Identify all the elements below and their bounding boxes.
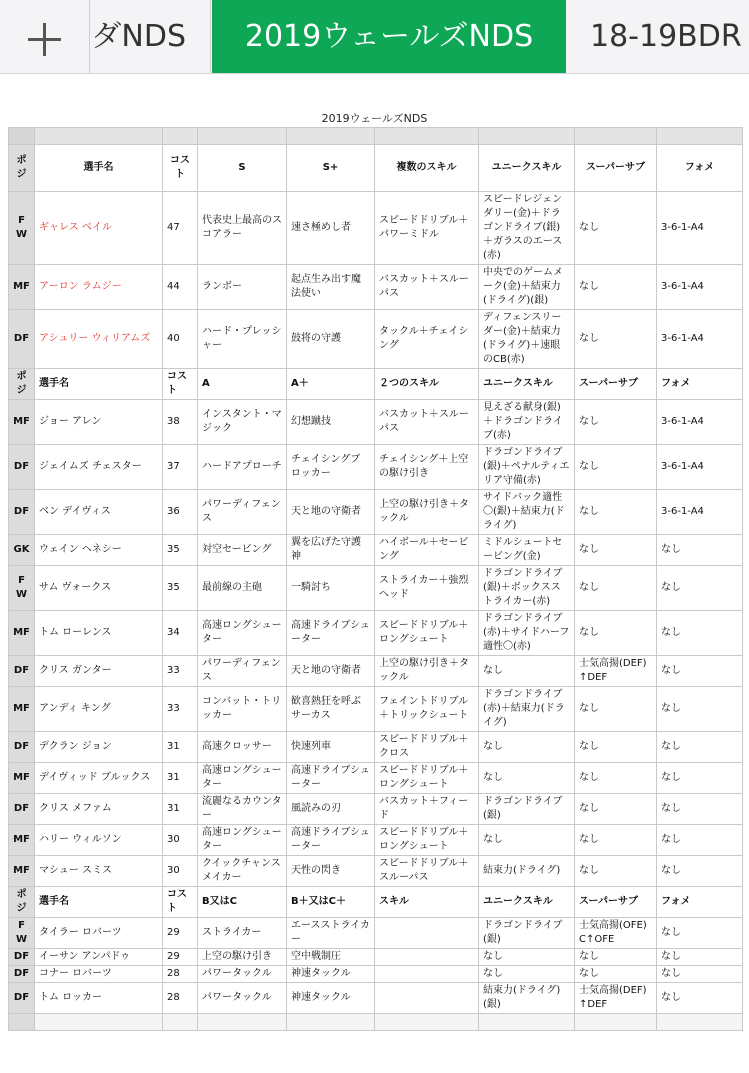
cell-combo-skill[interactable] <box>375 918 479 949</box>
table-row <box>9 732 743 763</box>
empty-cell[interactable] <box>35 1014 163 1031</box>
cell-player-name[interactable]: ベン デイヴィス <box>35 490 163 535</box>
cell-formation[interactable]: 3-6-1-A4 <box>657 192 743 265</box>
header-position[interactable]: ポジ <box>9 887 35 918</box>
empty-cell[interactable] <box>198 1014 287 1031</box>
cell-skill-1[interactable]: ハード・プレッシャー <box>198 310 287 369</box>
header-formation[interactable]: フォメ <box>657 369 743 400</box>
cell-skill-1[interactable]: パワータックル <box>198 966 287 983</box>
cell-super-sub[interactable]: 士気高揚(DEF)↑DEF <box>575 656 657 687</box>
cell-super-sub[interactable]: なし <box>575 794 657 825</box>
cell-skill-1[interactable]: クイックチャンスメイカー <box>198 856 287 887</box>
header-unique-skill[interactable]: ユニークスキル <box>479 145 575 192</box>
cell-cost[interactable]: 31 <box>163 763 198 794</box>
section-header-row-1 <box>9 145 743 192</box>
cell-skill-2[interactable]: 速さ極めし者 <box>287 192 375 265</box>
cell-skill-2[interactable]: 空中戦制圧 <box>287 949 375 966</box>
table-row <box>9 490 743 535</box>
cell-combo-skill[interactable] <box>375 949 479 966</box>
cell-player-name[interactable]: イーサン アンパドゥ <box>35 949 163 966</box>
cell-skill-1[interactable]: ストライカー <box>198 918 287 949</box>
empty-row <box>9 1014 743 1031</box>
table-row <box>9 687 743 732</box>
section-header-row-3 <box>9 887 743 918</box>
header-unique-skill[interactable]: ユニークスキル <box>479 369 575 400</box>
cell-unique-skill[interactable]: ドラゴンドライブ(銀) <box>479 794 575 825</box>
cell-combo-skill[interactable]: スピードドリブル＋ロングシュート <box>375 611 479 656</box>
header-skill-2[interactable]: S+ <box>287 145 375 192</box>
cell-position[interactable]: DF <box>9 656 35 687</box>
cell-super-sub[interactable]: なし <box>575 265 657 310</box>
header-super-sub[interactable]: スーパーサブ <box>575 369 657 400</box>
header-position[interactable]: ポジ <box>9 369 35 400</box>
cell-skill-2[interactable]: 高速ドライブシューター <box>287 825 375 856</box>
cell-skill-1[interactable]: パワーディフェンス <box>198 656 287 687</box>
cell-cost[interactable]: 28 <box>163 983 198 1014</box>
cell-formation[interactable]: なし <box>657 966 743 983</box>
cell-combo-skill[interactable] <box>375 983 479 1014</box>
header-skill-2[interactable]: B＋又はC＋ <box>287 887 375 918</box>
header-cost[interactable]: コスト <box>163 369 198 400</box>
empty-cell[interactable] <box>287 1014 375 1031</box>
header-combo-skill[interactable]: ２つのスキル <box>375 369 479 400</box>
cell-player-name[interactable]: クリス メファム <box>35 794 163 825</box>
cell-skill-2[interactable]: 神速タックル <box>287 983 375 1014</box>
cell-unique-skill[interactable]: 見えざる献身(銀)＋ドラゴンドライブ(赤) <box>479 400 575 445</box>
cell-player-name[interactable]: ジョー アレン <box>35 400 163 445</box>
cell-position[interactable]: MF <box>9 611 35 656</box>
column-header-cell[interactable] <box>657 128 743 145</box>
cell-formation[interactable]: なし <box>657 983 743 1014</box>
column-header-cell[interactable] <box>198 128 287 145</box>
table-row <box>9 310 743 369</box>
header-formation[interactable]: フォメ <box>657 887 743 918</box>
cell-skill-2[interactable]: 歓喜熱狂を呼ぶサーカス <box>287 687 375 732</box>
header-super-sub[interactable]: スーパーサブ <box>575 887 657 918</box>
sheet-title: 2019ウェールズNDS <box>321 112 428 125</box>
cell-formation[interactable]: なし <box>657 794 743 825</box>
header-position[interactable]: ポジ <box>9 145 35 192</box>
add-sheet-button[interactable] <box>0 0 90 73</box>
cell-position[interactable]: DF <box>9 983 35 1014</box>
cell-skill-2[interactable]: 天と地の守衛者 <box>287 490 375 535</box>
cell-skill-2[interactable]: 天と地の守衛者 <box>287 656 375 687</box>
cell-skill-1[interactable]: パワータックル <box>198 983 287 1014</box>
table-row <box>9 445 743 490</box>
header-unique-skill[interactable]: ユニークスキル <box>479 887 575 918</box>
empty-cell[interactable] <box>575 1014 657 1031</box>
cell-player-name[interactable]: タイラー ロバーツ <box>35 918 163 949</box>
cell-position[interactable]: DF <box>9 445 35 490</box>
table-row <box>9 825 743 856</box>
cell-player-name[interactable]: コナー ロバーツ <box>35 966 163 983</box>
cell-skill-2[interactable]: 翼を広げた守護神 <box>287 535 375 566</box>
cell-skill-1[interactable]: 高速ロングシューター <box>198 611 287 656</box>
cell-position[interactable]: FW <box>9 192 35 265</box>
player-table <box>8 127 743 1031</box>
cell-position[interactable]: DF <box>9 490 35 535</box>
cell-super-sub[interactable]: なし <box>575 687 657 732</box>
cell-player-name[interactable]: アーロン ラムジー <box>35 265 163 310</box>
cell-skill-1[interactable]: 高速ロングシューター <box>198 763 287 794</box>
empty-cell[interactable] <box>479 1014 575 1031</box>
cell-cost[interactable]: 30 <box>163 856 198 887</box>
column-header-row <box>9 128 743 145</box>
cell-skill-1[interactable]: ハードアプローチ <box>198 445 287 490</box>
cell-skill-2[interactable]: 幻想蹴技 <box>287 400 375 445</box>
cell-formation[interactable]: なし <box>657 949 743 966</box>
cell-unique-skill[interactable]: ドラゴンドライブ(銀)＋ボックスストライカー(赤) <box>479 566 575 611</box>
cell-combo-skill[interactable]: ハイボール＋セービング <box>375 535 479 566</box>
cell-unique-skill[interactable]: なし <box>479 966 575 983</box>
cell-skill-1[interactable]: 高速ロングシューター <box>198 825 287 856</box>
cell-cost[interactable]: 31 <box>163 732 198 763</box>
cell-formation[interactable]: なし <box>657 732 743 763</box>
column-header-cell[interactable] <box>375 128 479 145</box>
table-row <box>9 949 743 966</box>
column-header-cell[interactable] <box>287 128 375 145</box>
cell-unique-skill[interactable]: ドラゴンドライブ(赤)＋結束力(ドライグ) <box>479 687 575 732</box>
cell-super-sub[interactable]: なし <box>575 400 657 445</box>
cell-formation[interactable]: 3-6-1-A4 <box>657 490 743 535</box>
cell-skill-2[interactable]: 快速列車 <box>287 732 375 763</box>
cell-super-sub[interactable]: なし <box>575 856 657 887</box>
cell-formation[interactable]: なし <box>657 856 743 887</box>
cell-player-name[interactable]: ウェイン ヘネシー <box>35 535 163 566</box>
cell-cost[interactable]: 40 <box>163 310 198 369</box>
cell-unique-skill[interactable]: ドラゴンドライブ(銀)＋ペナルティエリア守備(赤) <box>479 445 575 490</box>
cell-super-sub[interactable]: なし <box>575 825 657 856</box>
table-row <box>9 192 743 265</box>
section-header-row-2 <box>9 369 743 400</box>
cell-combo-skill[interactable]: タックル＋チェイシング <box>375 310 479 369</box>
cell-skill-2[interactable]: 一騎討ち <box>287 566 375 611</box>
table-row <box>9 856 743 887</box>
table-row <box>9 535 743 566</box>
cell-unique-skill[interactable]: 結束力(ドライグ)(銀) <box>479 983 575 1014</box>
cell-unique-skill[interactable]: ディフェンスリーダー(金)＋結束力(ドライグ)＋速眼のCB(赤) <box>479 310 575 369</box>
cell-position[interactable]: FW <box>9 566 35 611</box>
cell-skill-2[interactable]: チェイシングブロッカー <box>287 445 375 490</box>
cell-position[interactable]: DF <box>9 310 35 369</box>
cell-player-name[interactable]: クリス ガンター <box>35 656 163 687</box>
column-header-cell[interactable] <box>35 128 163 145</box>
column-header-cell[interactable] <box>163 128 198 145</box>
cell-cost[interactable]: 36 <box>163 490 198 535</box>
cell-cost[interactable]: 28 <box>163 966 198 983</box>
cell-combo-skill[interactable]: バスカット＋スルーパス <box>375 265 479 310</box>
table-row <box>9 400 743 445</box>
cell-super-sub[interactable]: なし <box>575 445 657 490</box>
cell-cost[interactable]: 31 <box>163 794 198 825</box>
cell-skill-2[interactable]: 起点生み出す魔法使い <box>287 265 375 310</box>
cell-position[interactable]: MF <box>9 687 35 732</box>
header-cost[interactable]: コスト <box>163 145 198 192</box>
cell-super-sub[interactable]: なし <box>575 535 657 566</box>
cell-formation[interactable]: なし <box>657 918 743 949</box>
cell-position[interactable]: DF <box>9 732 35 763</box>
cell-cost[interactable]: 33 <box>163 656 198 687</box>
cell-unique-skill[interactable]: なし <box>479 763 575 794</box>
cell-super-sub[interactable]: なし <box>575 966 657 983</box>
table-row <box>9 918 743 949</box>
cell-cost[interactable]: 35 <box>163 566 198 611</box>
cell-skill-2[interactable]: 高速ドライブシューター <box>287 611 375 656</box>
cell-formation[interactable]: 3-6-1-A4 <box>657 265 743 310</box>
cell-position[interactable]: DF <box>9 966 35 983</box>
cell-combo-skill[interactable]: バスカット＋フィード <box>375 794 479 825</box>
cell-skill-1[interactable]: コンバット・トリッカー <box>198 687 287 732</box>
cell-combo-skill[interactable]: チェイシング＋上空の駆け引き <box>375 445 479 490</box>
cell-skill-1[interactable]: 上空の駆け引き <box>198 949 287 966</box>
cell-player-name[interactable]: ジェイムズ チェスター <box>35 445 163 490</box>
cell-player-name[interactable]: デクラン ジョン <box>35 732 163 763</box>
cell-player-name[interactable]: アンディ キング <box>35 687 163 732</box>
cell-skill-2[interactable]: 神速タックル <box>287 966 375 983</box>
cell-position[interactable]: DF <box>9 949 35 966</box>
cell-cost[interactable]: 44 <box>163 265 198 310</box>
column-header-cell[interactable] <box>575 128 657 145</box>
cell-combo-skill[interactable]: スピードドリブル＋ロングシュート <box>375 763 479 794</box>
cell-skill-1[interactable]: 流麗なるカウンター <box>198 794 287 825</box>
cell-skill-1[interactable]: 高速クロッサー <box>198 732 287 763</box>
cell-position[interactable]: MF <box>9 825 35 856</box>
cell-player-name[interactable]: サム ヴォークス <box>35 566 163 611</box>
cell-player-name[interactable]: ハリー ウィルソン <box>35 825 163 856</box>
cell-cost[interactable]: 35 <box>163 535 198 566</box>
cell-unique-skill[interactable]: サイドバック適性〇(銀)＋結束力(ドライグ) <box>479 490 575 535</box>
cell-super-sub[interactable]: なし <box>575 310 657 369</box>
cell-combo-skill[interactable]: スピードドリブル＋ロングシュート <box>375 825 479 856</box>
table-row <box>9 566 743 611</box>
cell-position[interactable]: DF <box>9 794 35 825</box>
cell-cost[interactable]: 37 <box>163 445 198 490</box>
table-row <box>9 763 743 794</box>
column-header-cell[interactable] <box>9 128 35 145</box>
header-player-name[interactable]: 選手名 <box>35 369 163 400</box>
tab-previous-sheet[interactable]: ダNDS <box>90 0 211 73</box>
table-row <box>9 265 743 310</box>
cell-skill-1[interactable]: 代表史上最高のスコアラー <box>198 192 287 265</box>
header-skill-2[interactable]: A＋ <box>287 369 375 400</box>
cell-cost[interactable]: 34 <box>163 611 198 656</box>
cell-position[interactable]: MF <box>9 763 35 794</box>
cell-skill-2[interactable]: エースストライカー <box>287 918 375 949</box>
cell-formation[interactable]: なし <box>657 656 743 687</box>
header-combo-skill[interactable]: 複数のスキル <box>375 145 479 192</box>
cell-skill-2[interactable]: 高速ドライブシューター <box>287 763 375 794</box>
cell-combo-skill[interactable] <box>375 966 479 983</box>
empty-cell[interactable] <box>9 1014 35 1031</box>
cell-unique-skill[interactable]: ドラゴンドライブ(赤)＋サイドハーフ適性〇(赤) <box>479 611 575 656</box>
empty-cell[interactable] <box>657 1014 743 1031</box>
column-header-cell[interactable] <box>479 128 575 145</box>
cell-super-sub[interactable]: なし <box>575 566 657 611</box>
cell-unique-skill[interactable]: なし <box>479 656 575 687</box>
cell-combo-skill[interactable]: スピードドリブル＋クロス <box>375 732 479 763</box>
cell-cost[interactable]: 47 <box>163 192 198 265</box>
cell-position[interactable]: MF <box>9 400 35 445</box>
cell-formation[interactable]: 3-6-1-A4 <box>657 445 743 490</box>
empty-cell[interactable] <box>375 1014 479 1031</box>
cell-position[interactable]: FW <box>9 918 35 949</box>
cell-combo-skill[interactable]: バスカット＋スルーパス <box>375 400 479 445</box>
cell-unique-skill[interactable]: なし <box>479 732 575 763</box>
cell-cost[interactable]: 30 <box>163 825 198 856</box>
table-row <box>9 966 743 983</box>
cell-super-sub[interactable]: 士気高揚(DEF)↑DEF <box>575 983 657 1014</box>
cell-cost[interactable]: 29 <box>163 918 198 949</box>
cell-position[interactable]: GK <box>9 535 35 566</box>
cell-skill-1[interactable]: インスタント・マジック <box>198 400 287 445</box>
cell-super-sub[interactable]: なし <box>575 949 657 966</box>
cell-combo-skill[interactable]: フェイントドリブル＋トリックシュート <box>375 687 479 732</box>
header-skill-1[interactable]: A <box>198 369 287 400</box>
cell-super-sub[interactable]: なし <box>575 490 657 535</box>
cell-combo-skill[interactable]: スピードドリブル＋スルーパス <box>375 856 479 887</box>
cell-skill-2[interactable]: 鼓将の守護 <box>287 310 375 369</box>
header-player-name[interactable]: 選手名 <box>35 145 163 192</box>
cell-unique-skill[interactable]: ドラゴンドライブ(銀) <box>479 918 575 949</box>
table-row <box>9 656 743 687</box>
header-skill-1[interactable]: B又はC <box>198 887 287 918</box>
cell-unique-skill[interactable]: スピードレジェンダリー(金)＋ドラゴンドライブ(銀)＋ガラスのエース(赤) <box>479 192 575 265</box>
table-row <box>9 794 743 825</box>
header-cost[interactable]: コスト <box>163 887 198 918</box>
cell-unique-skill[interactable]: 中央でのゲームメーク(金)＋結束力(ドライグ)(銀) <box>479 265 575 310</box>
cell-formation[interactable]: なし <box>657 687 743 732</box>
cell-player-name[interactable]: ギャレス ベイル <box>35 192 163 265</box>
cell-unique-skill[interactable]: なし <box>479 825 575 856</box>
cell-combo-skill[interactable]: 上空の駆け引き＋タックル <box>375 656 479 687</box>
cell-unique-skill[interactable]: ミドルシュートセービング(金) <box>479 535 575 566</box>
sheet-tab-bar <box>0 0 749 74</box>
cell-skill-1[interactable]: パワーディフェンス <box>198 490 287 535</box>
cell-position[interactable]: MF <box>9 265 35 310</box>
cell-skill-1[interactable]: ランボー <box>198 265 287 310</box>
table-row <box>9 983 743 1014</box>
cell-skill-1[interactable]: 対空セービング <box>198 535 287 566</box>
tab-active-sheet[interactable]: 2019ウェールズNDS <box>212 0 566 73</box>
cell-position[interactable]: MF <box>9 856 35 887</box>
cell-super-sub[interactable]: 士気高揚(OFE)C↑OFE <box>575 918 657 949</box>
cell-player-name[interactable]: マシュー スミス <box>35 856 163 887</box>
header-formation[interactable]: フォメ <box>657 145 743 192</box>
cell-formation[interactable]: なし <box>657 566 743 611</box>
cell-formation[interactable]: なし <box>657 611 743 656</box>
cell-combo-skill[interactable]: 上空の駆け引き＋タックル <box>375 490 479 535</box>
table-row <box>9 611 743 656</box>
cell-skill-2[interactable]: 風読みの刃 <box>287 794 375 825</box>
cell-cost[interactable]: 38 <box>163 400 198 445</box>
cell-cost[interactable]: 29 <box>163 949 198 966</box>
cell-player-name[interactable]: アシュリー ウィリアムズ <box>35 310 163 369</box>
empty-cell[interactable] <box>163 1014 198 1031</box>
cell-formation[interactable]: 3-6-1-A4 <box>657 400 743 445</box>
header-super-sub[interactable]: スーパーサブ <box>575 145 657 192</box>
cell-super-sub[interactable]: なし <box>575 611 657 656</box>
cell-combo-skill[interactable]: スピードドリブル＋パワーミドル <box>375 192 479 265</box>
cell-unique-skill[interactable]: 結束力(ドライグ) <box>479 856 575 887</box>
cell-formation[interactable]: なし <box>657 825 743 856</box>
header-combo-skill[interactable]: スキル <box>375 887 479 918</box>
header-skill-1[interactable]: S <box>198 145 287 192</box>
cell-formation[interactable]: なし <box>657 535 743 566</box>
cell-player-name[interactable]: トム ロッカー <box>35 983 163 1014</box>
tab-next-sheet[interactable]: 18-19BDR <box>590 19 742 54</box>
cell-cost[interactable]: 33 <box>163 687 198 732</box>
header-player-name[interactable]: 選手名 <box>35 887 163 918</box>
cell-player-name[interactable]: デイヴィッド ブルックス <box>35 763 163 794</box>
cell-super-sub[interactable]: なし <box>575 732 657 763</box>
cell-player-name[interactable]: トム ローレンス <box>35 611 163 656</box>
cell-unique-skill[interactable]: なし <box>479 949 575 966</box>
cell-super-sub[interactable]: なし <box>575 192 657 265</box>
cell-skill-2[interactable]: 天性の閃き <box>287 856 375 887</box>
cell-formation[interactable]: 3-6-1-A4 <box>657 310 743 369</box>
cell-formation[interactable]: なし <box>657 763 743 794</box>
cell-combo-skill[interactable]: ストライカー＋強烈ヘッド <box>375 566 479 611</box>
cell-skill-1[interactable]: 最前線の主砲 <box>198 566 287 611</box>
cell-super-sub[interactable]: なし <box>575 763 657 794</box>
